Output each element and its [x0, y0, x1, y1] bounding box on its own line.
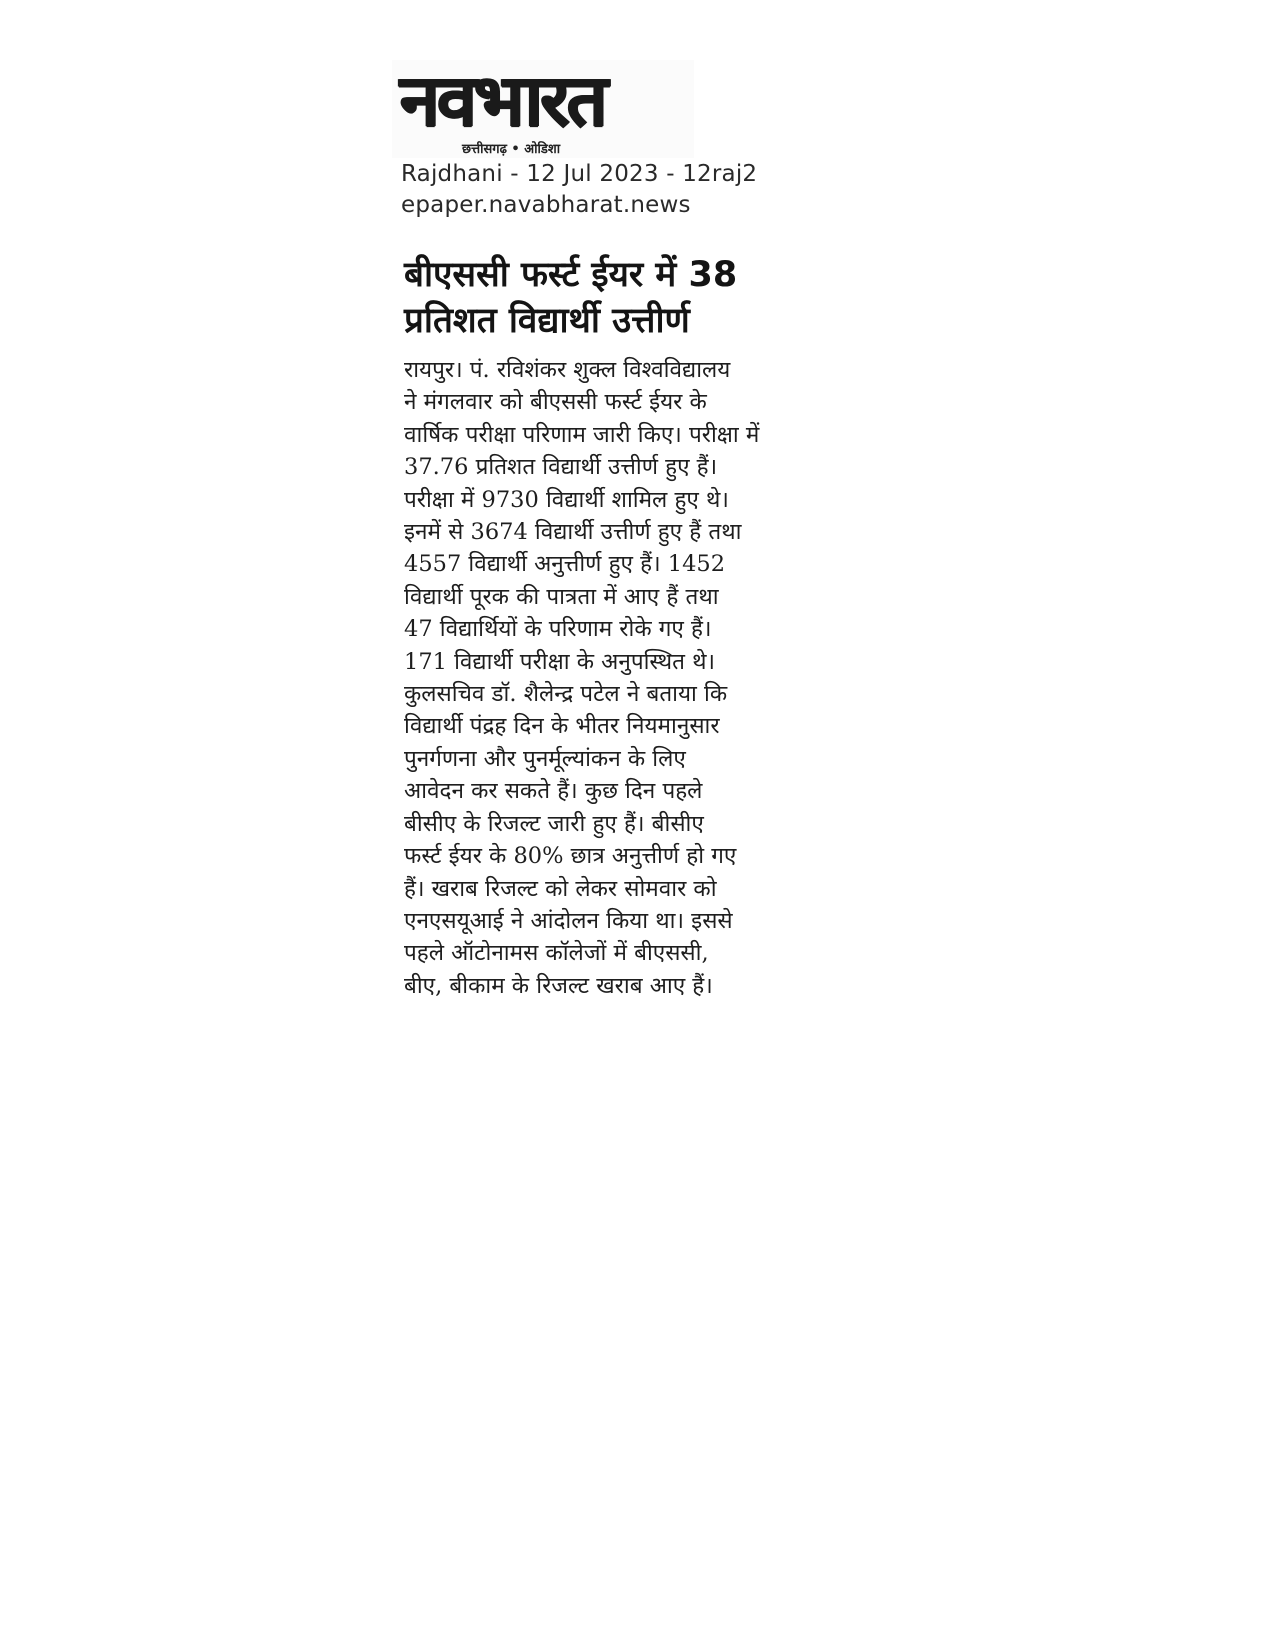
navabharat-logo: नवभारत: [400, 58, 605, 142]
body-line: 171 विद्यार्थी परीक्षा के अनुपस्थित थे।: [404, 648, 715, 675]
edition-tagline: छत्तीसगढ़ • ओडिशा: [462, 142, 561, 157]
body-line: पुनर्गणना और पुनर्मूल्यांकन के लिए: [404, 745, 686, 772]
body-line: एनएसयूआई ने आंदोलन किया था। इससे: [404, 907, 733, 934]
body-line: विद्यार्थी पूरक की पात्रता में आए हैं तथा: [404, 583, 719, 610]
epaper-website: epaper.navabharat.news: [401, 192, 691, 218]
body-line: 4557 विद्यार्थी अनुत्तीर्ण हुए हैं। 1452: [404, 551, 726, 578]
article-headline: [404, 252, 824, 344]
body-line: वार्षिक परीक्षा परिणाम जारी किए। परीक्षा में: [404, 421, 760, 448]
body-line: इनमें से 3674 विद्यार्थी उत्तीर्ण हुए हैं तथा: [404, 519, 742, 546]
headline-line: बीएससी फर्स्ट ईयर में 38: [404, 255, 738, 295]
body-line: बीसीए के रिजल्ट जारी हुए हैं। बीसीए: [404, 810, 704, 837]
article-body: [404, 354, 824, 1002]
body-line: फर्स्ट ईयर के 80% छात्र अनुत्तीर्ण हो गए: [404, 843, 737, 870]
body-line: परीक्षा में 9730 विद्यार्थी शामिल हुए थे।: [404, 486, 729, 513]
body-line: ने मंगलवार को बीएससी फर्स्ट ईयर के: [404, 389, 707, 416]
body-line: आवेदन कर सकते हैं। कुछ दिन पहले: [404, 778, 703, 805]
body-line: 37.76 प्रतिशत विद्यार्थी उत्तीर्ण हुए हैं।: [404, 454, 718, 481]
body-line: कुलसचिव डॉ. शैलेन्द्र पटेल ने बताया कि: [404, 681, 728, 708]
body-line: हैं। खराब रिजल्ट को लेकर सोमवार को: [404, 875, 717, 902]
body-line: बीए, बीकाम के रिजल्ट खराब आए हैं।: [404, 972, 713, 999]
body-line: पहले ऑटोनामस कॉलेजों में बीएससी,: [404, 940, 709, 967]
newspaper-masthead: [392, 60, 694, 158]
edition-date-line: Rajdhani - 12 Jul 2023 - 12raj2: [401, 161, 758, 187]
body-line: रायपुर। पं. रविशंकर शुक्ल विश्वविद्यालय: [404, 357, 731, 383]
body-line: 47 विद्यार्थियों के परिणाम रोके गए हैं।: [404, 616, 712, 643]
body-line: विद्यार्थी पंद्रह दिन के भीतर नियमानुसार: [404, 713, 720, 740]
headline-line: प्रतिशत विद्यार्थी उत्तीर्ण: [404, 301, 690, 341]
